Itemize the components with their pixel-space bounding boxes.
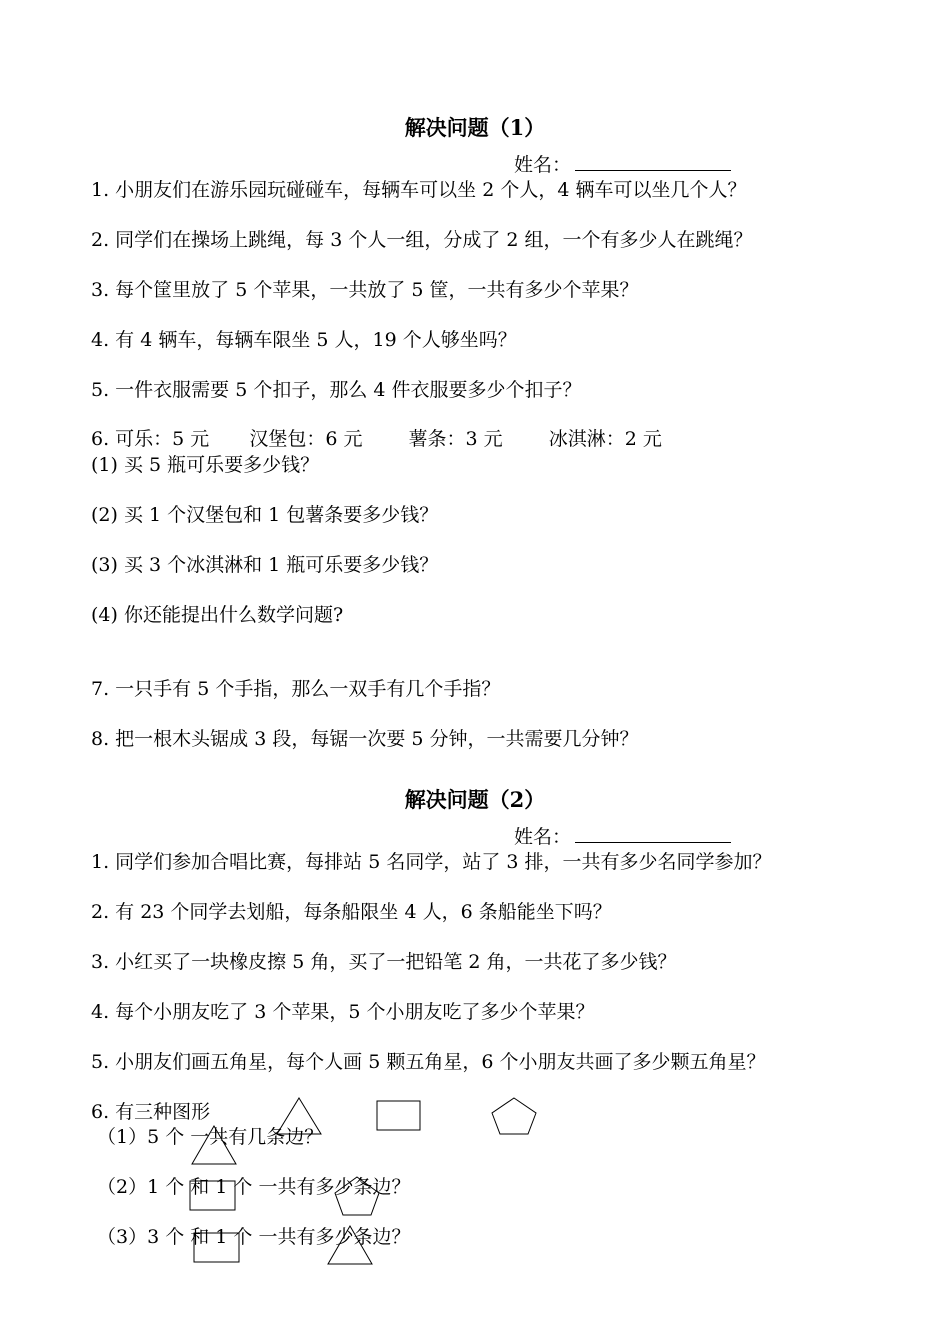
- part2-question-1: 1. 同学们参加合唱比赛，每排站 5 名同学，站了 3 排，一共有多少名同学参加？: [91, 851, 772, 873]
- pentagon-icon: [490, 1096, 538, 1136]
- part1-question-1: 1. 小朋友们在游乐园玩碰碰车，每辆车可以坐 2 个人，4 辆车可以坐几个人？: [91, 179, 747, 201]
- part2-q6-sub-1: （1）5 个 一共有几条边？: [97, 1126, 324, 1148]
- part2-q6-sub-3: （3）3 个 和 1 个 一共有多少条边？: [97, 1226, 411, 1248]
- price-fries: 薯条：3 元: [408, 428, 503, 450]
- part1-question-3: 3. 每个筐里放了 5 个苹果，一共放了 5 筐，一共有多少个苹果？: [91, 279, 639, 301]
- rectangle-icon: [193, 1232, 241, 1264]
- part1-question-8: 8. 把一根木头锯成 3 段，每锯一次要 5 分钟，一共需要几分钟？: [91, 728, 639, 750]
- part1-q6-sub-2: (2) 买 1 个汉堡包和 1 包薯条要多少钱？: [91, 504, 439, 526]
- part1-question-2: 2. 同学们在操场上跳绳，每 3 个人一组，分成了 2 组，一个有多少人在跳绳？: [91, 229, 753, 251]
- part1-q6-sub-4: (4) 你还能提出什么数学问题?: [91, 604, 344, 626]
- part2-title: 解决问题（2）: [404, 787, 546, 812]
- part1-question-5: 5. 一件衣服需要 5 个扣子，那么 4 件衣服要多少个扣子？: [91, 379, 582, 401]
- part2-question-5: 5. 小朋友们画五角星，每个人画 5 颗五角星，6 个小朋友共画了多少颗五角星？: [91, 1051, 766, 1073]
- part2-question-4: 4. 每个小朋友吃了 3 个苹果，5 个小朋友吃了多少个苹果？: [91, 1001, 595, 1023]
- name-blank[interactable]: [575, 824, 731, 843]
- part2-question-2: 2. 有 23 个同学去划船，每条船限坐 4 人，6 条船能坐下吗？: [91, 901, 612, 923]
- triangle-icon: [275, 1096, 323, 1136]
- name-label: 姓名：: [514, 154, 572, 176]
- triangle-icon: [190, 1124, 238, 1166]
- part1-title: 解决问题（1）: [404, 115, 546, 140]
- part2-name-field[interactable]: [514, 822, 731, 849]
- name-blank[interactable]: [575, 152, 731, 171]
- price-cola: 6. 可乐：5 元: [91, 428, 210, 450]
- pentagon-icon: [333, 1175, 381, 1217]
- part1-q6-sub-3: (3) 买 3 个冰淇淋和 1 瓶可乐要多少钱？: [91, 554, 439, 576]
- part1-question-7: 7. 一只手有 5 个手指，那么一双手有几个手指？: [91, 678, 501, 700]
- price-icecream: 冰淇淋：2 元: [548, 428, 662, 450]
- part2-question-3: 3. 小红买了一块橡皮擦 5 角，买了一把铅笔 2 角，一共花了多少钱？: [91, 951, 677, 973]
- part2-question-6-intro: 6. 有三种图形: [91, 1101, 211, 1123]
- triangle-icon: [326, 1224, 374, 1266]
- rectangle-icon: [376, 1100, 422, 1132]
- name-label: 姓名：: [514, 826, 572, 848]
- rectangle-icon: [189, 1180, 237, 1212]
- part1-question-6-prices: [91, 424, 662, 451]
- part1-question-4: 4. 有 4 辆车，每辆车限坐 5 人，19 个人够坐吗？: [91, 329, 517, 351]
- part1-name-field[interactable]: [514, 150, 731, 177]
- part1-q6-sub-1: (1) 买 5 瓶可乐要多少钱？: [91, 454, 320, 476]
- part2-q6-sub-2: （2）1 个 和 1 个 一共有多少条边？: [97, 1176, 411, 1198]
- price-hamburger: 汉堡包：6 元: [249, 428, 363, 450]
